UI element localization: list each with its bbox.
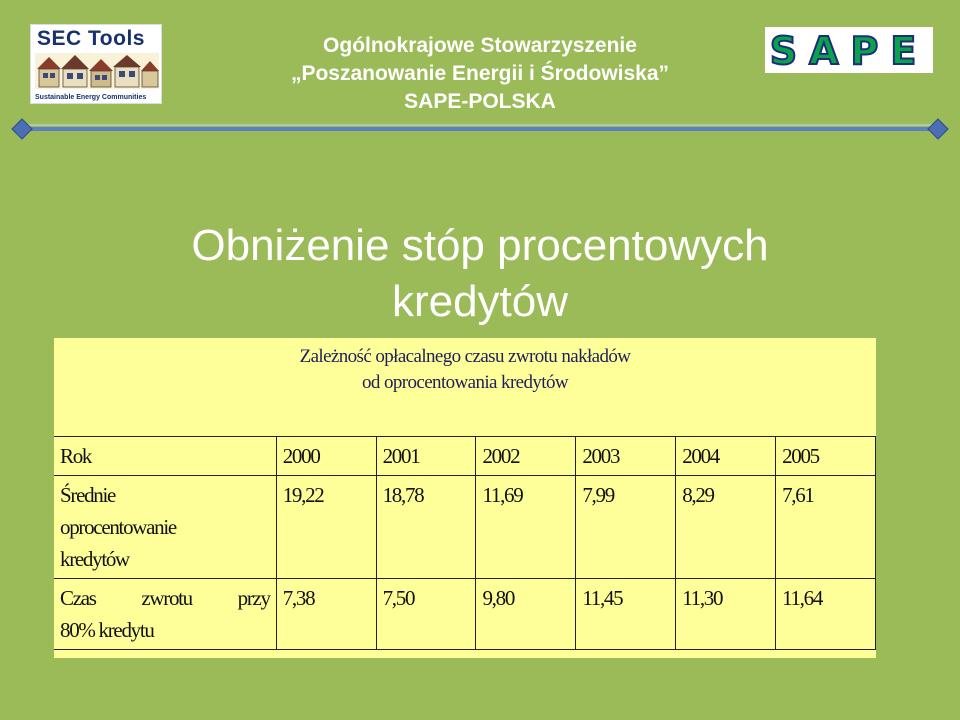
year-cell: 2001 — [376, 437, 476, 476]
header-label-cell: Rok — [54, 437, 276, 476]
header-divider — [0, 115, 960, 143]
year-cell: 2005 — [776, 437, 876, 476]
table-caption — [54, 344, 876, 396]
table-header-row — [54, 437, 876, 476]
value-cell: 8,29 — [676, 476, 776, 579]
org-line-1: Ogólnokrajowe Stowarzyszenie — [323, 34, 637, 57]
sec-tools-logo — [30, 24, 162, 104]
value-cell: 7,61 — [776, 476, 876, 579]
data-table — [54, 436, 876, 650]
row-label-line: Średnie — [60, 483, 116, 507]
value-cell: 7,99 — [576, 476, 676, 579]
value-cell: 7,50 — [376, 579, 476, 650]
row-label-line: kredytów — [60, 547, 129, 571]
row-label-line: Czas zwrotu przy — [60, 586, 270, 610]
value-cell: 11,30 — [676, 579, 776, 650]
year-cell: 2003 — [576, 437, 676, 476]
org-line-2: „Poszanowanie Energii i Środowiska” — [290, 62, 670, 85]
table-row — [54, 579, 876, 650]
sec-tools-tagline: Sustainable Energy Communities — [35, 94, 147, 101]
row-label-cell — [54, 476, 276, 579]
value-cell: 11,45 — [576, 579, 676, 650]
value-cell: 11,69 — [476, 476, 576, 579]
sape-logo-graphic — [765, 27, 933, 73]
title-line-2: kredytów — [391, 277, 569, 326]
value-cell: 18,78 — [376, 476, 476, 579]
year-cell: 2004 — [676, 437, 776, 476]
value-cell: 11,64 — [776, 579, 876, 650]
sape-logo — [765, 27, 933, 73]
row-label-line: 80% kredytu — [60, 618, 154, 642]
slide-title — [60, 218, 900, 330]
year-cell: 2002 — [476, 437, 576, 476]
table-panel — [54, 338, 876, 658]
title-line-1: Obniżenie stóp procentowych — [191, 221, 769, 270]
row-label-line: oprocentowanie — [60, 515, 176, 539]
caption-line-1: Zależność opłacalnego czasu zwrotu nakładów — [299, 346, 631, 367]
org-line-3: SAPE-POLSKA — [404, 90, 556, 113]
table-row — [54, 476, 876, 579]
value-cell: 19,22 — [276, 476, 376, 579]
sec-tools-brand: SEC Tools — [37, 27, 145, 50]
row-label-cell — [54, 579, 276, 650]
houses-illustration — [35, 53, 159, 89]
value-cell: 9,80 — [476, 579, 576, 650]
organization-name — [210, 32, 750, 116]
caption-line-2: od oprocentowania kredytów — [362, 372, 568, 393]
year-cell: 2000 — [276, 437, 376, 476]
sape-logo-text: SAPE — [769, 29, 929, 73]
value-cell: 7,38 — [276, 579, 376, 650]
